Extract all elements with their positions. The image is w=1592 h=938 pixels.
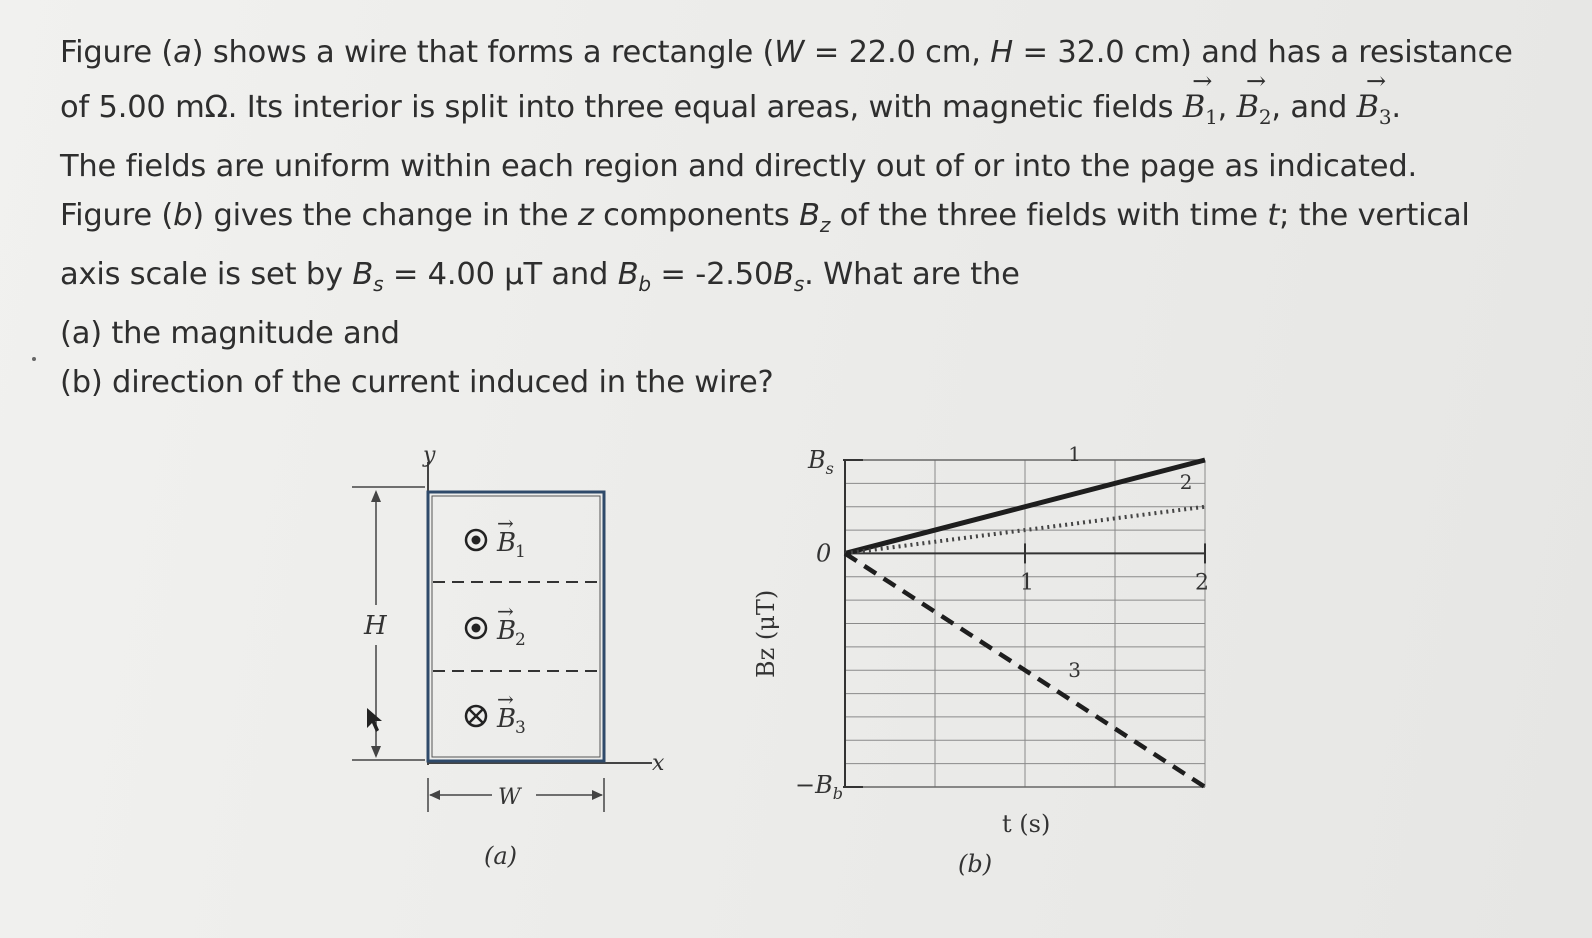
y-tick-label-bb: $-B_b$	[795, 771, 843, 803]
subscript: s	[825, 459, 834, 478]
b2-label: B	[497, 616, 517, 646]
y-axis-title: Bz (μT)	[752, 589, 780, 678]
figure-b-caption: (b)	[958, 850, 993, 878]
text: t	[1267, 198, 1280, 234]
text: ,	[1217, 90, 1237, 125]
subscript: b	[832, 784, 843, 803]
b1-subscript: 1	[515, 542, 526, 562]
text: B	[617, 257, 639, 293]
text: b	[173, 198, 193, 234]
subscript: 2	[1258, 105, 1272, 130]
b2-arrow-icon: →	[497, 599, 514, 623]
text: B	[1236, 90, 1259, 125]
width-label: W	[498, 785, 521, 810]
text: axis scale is set by	[60, 257, 353, 293]
text: . What are the	[804, 257, 1020, 293]
height-label: H	[364, 611, 387, 641]
subscript: s	[373, 272, 384, 297]
text: = 22.0 cm,	[804, 35, 991, 70]
x-axis-label: x	[652, 751, 665, 776]
text: B	[773, 257, 794, 293]
y-tick-label-bs: $B_s$	[808, 446, 834, 478]
text: H	[990, 35, 1014, 70]
subscript: b	[638, 272, 651, 297]
series-label-1: 1	[1068, 441, 1081, 466]
b1-label: B	[497, 528, 517, 558]
text: B	[799, 198, 820, 234]
b3-arrow-icon: →	[497, 687, 514, 711]
series-label-2: 2	[1179, 469, 1193, 494]
text: = 4.00 μT and	[383, 257, 618, 293]
text: ) shows a wire that forms a rectangle (	[191, 35, 775, 70]
figure-a-caption: (a)	[484, 842, 518, 870]
text: B	[352, 257, 374, 293]
vector-arrow-icon: →	[1192, 67, 1213, 95]
x-axis-title: t (s)	[1002, 810, 1051, 838]
vector-arrow-icon: →	[1366, 67, 1386, 95]
text: ; the vertical	[1279, 198, 1470, 234]
x-tick-label: 2	[1195, 570, 1209, 596]
b2-subscript: 2	[515, 630, 526, 650]
question-a: (a) the magnitude and	[60, 316, 400, 352]
chart-labels	[752, 442, 1209, 878]
problem-line-3: The fields are uniform within each region and directly out of or into the page as indicated.	[60, 149, 1418, 185]
text: W	[774, 35, 805, 70]
b3-subscript: 3	[515, 718, 526, 738]
subscript: 1	[1205, 105, 1218, 130]
text: Figure (	[60, 35, 174, 70]
x-tick-label: 1	[1020, 570, 1034, 596]
text: of 5.00 mΩ. Its interior is split into three equal areas, with magnetic fields	[60, 90, 1183, 125]
question-b: (b) direction of the current induced in the wire?	[60, 365, 774, 401]
text: B	[1182, 90, 1206, 125]
text: Figure (	[60, 198, 174, 234]
text: components	[593, 198, 800, 234]
vector-arrow-icon: →	[1246, 67, 1266, 95]
text: ) gives the change in the	[192, 198, 578, 234]
subscript: z	[819, 213, 831, 238]
y-tick-label-zero: 0	[816, 539, 832, 568]
text: = 32.0 cm) and has a resistance	[1013, 35, 1513, 70]
text: a	[173, 35, 192, 70]
series-label-3: 3	[1068, 657, 1081, 682]
subscript: s	[793, 272, 805, 297]
text: z	[577, 198, 594, 234]
text: .	[1391, 90, 1401, 125]
b3-label: B	[497, 704, 517, 734]
text: = -2.50	[650, 257, 774, 293]
text: B	[1356, 90, 1379, 125]
subscript: 3	[1378, 105, 1392, 130]
text: , and	[1271, 90, 1357, 125]
y-axis-label: y	[423, 443, 436, 468]
b1-arrow-icon: →	[497, 511, 514, 535]
text: of the three fields with time	[830, 198, 1268, 234]
